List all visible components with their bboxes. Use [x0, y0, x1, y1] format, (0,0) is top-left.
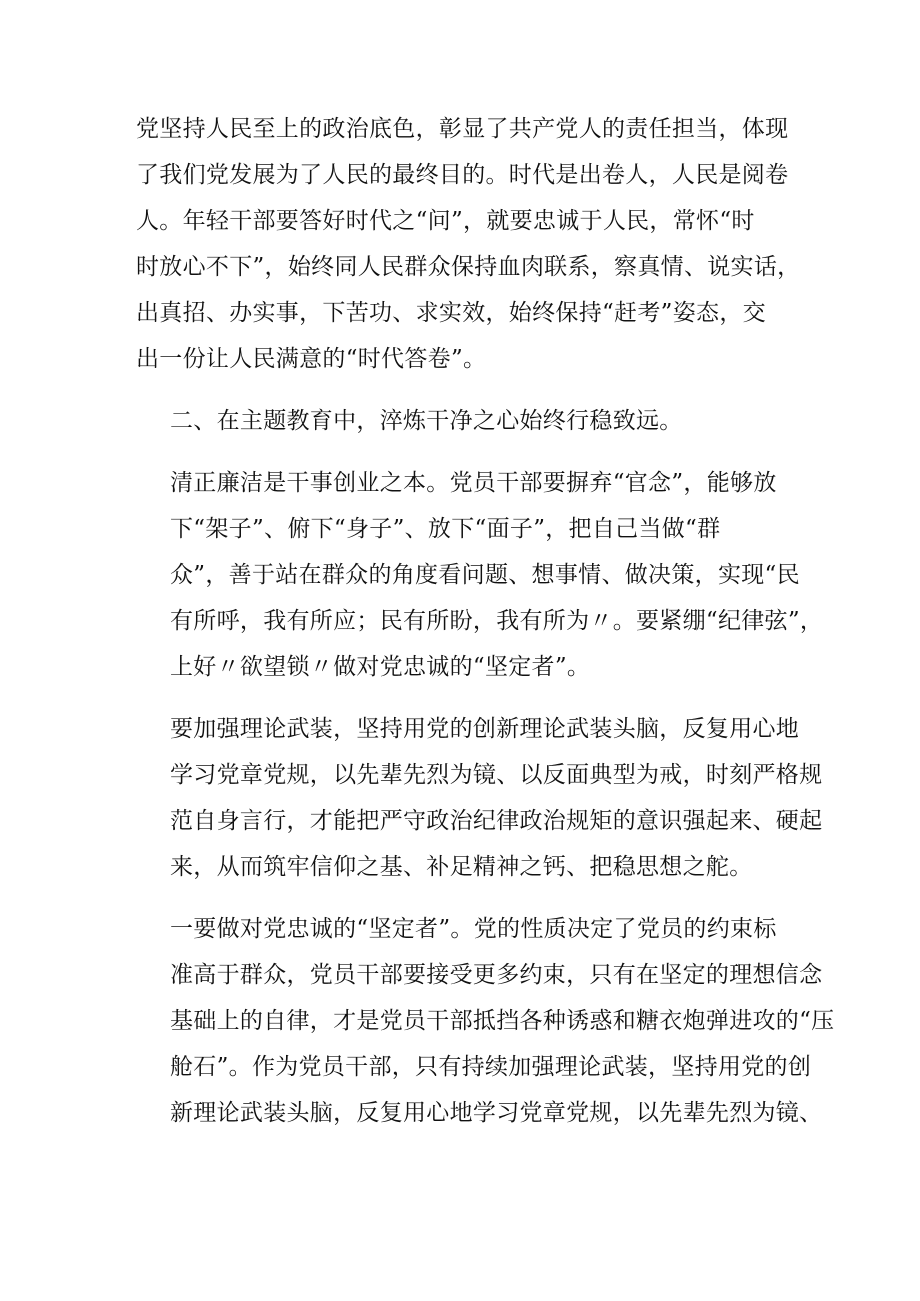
text-line: 一要做对党忠诚的“坚定者”。党的性质决定了党员的约束标 [170, 916, 777, 942]
text-line: 出真招、办实事，下苦功、求实效，始终保持“赶考”姿态，交 [136, 300, 766, 326]
text-line: 要加强理论武装，坚持用党的创新理论武装头脑，反复用心地 [170, 716, 800, 742]
text-line: 出一份让人民满意的“时代答卷”。 [136, 346, 487, 372]
text-line: 新理论武装头脑，反复用心地学习党章党规，以先辈先烈为镜、 [170, 1100, 823, 1126]
text-line: 学习党章党规，以先辈先烈为镜、以反面典型为戒，时刻严格规 [170, 762, 823, 788]
document-page [136, 106, 835, 1152]
text-line: 上好〃欲望锁〃做对党忠诚的“坚定者”。 [170, 654, 591, 680]
text-line: 众”，善于站在群众的角度看问题、想事情、做决策，实现“民 [170, 562, 800, 588]
text-line: 清正廉洁是干事创业之本。党员干部要摒弃“官念”，能够放 [170, 470, 777, 496]
text-line: 基础上的自律，才是党员干部抵挡各种诱惑和糖衣炮弹进攻的“压 [170, 1008, 835, 1034]
text-line: 范自身言行，才能把严守政治纪律政治规矩的意识强起来、硬起 [170, 808, 823, 834]
section-heading-two [136, 398, 800, 444]
text-line: 党坚持人民至上的政治底色，彰显了共产党人的责任担当，体现 [136, 116, 789, 142]
paragraph-theory-study [136, 706, 823, 890]
paragraph-people-first [136, 106, 800, 382]
paragraph-integrity [136, 460, 824, 690]
text-line: 了我们党发展为了人民的最终目的。时代是出卷人，人民是阅卷 [136, 162, 789, 188]
text-line: 人。年轻干部要答好时代之“问”，就要忠诚于人民，常怀“时 [136, 208, 755, 234]
text-line: 有所呼，我有所应；民有所盼，我有所为〃。要紧绷“纪律弦”， [170, 608, 824, 634]
text-line: 舱石”。作为党员干部，只有持续加强理论武装，坚持用党的创 [170, 1054, 812, 1080]
paragraph-loyalty [136, 906, 835, 1136]
text-line: 来，从而筑牢信仰之基、补足精神之钙、把稳思想之舵。 [170, 854, 753, 880]
text-line: 时放心不下”，始终同人民群众保持血肉联系，察真情、说实话， [136, 254, 801, 280]
text-line: 下“架子”、俯下“身子”、放下“面子”，把自己当做“群 [170, 516, 721, 542]
heading-text: 二、在主题教育中，淬炼干净之心始终行稳致远。 [170, 408, 683, 434]
text-line: 准高于群众，党员干部要接受更多约束，只有在坚定的理想信念 [170, 962, 823, 988]
